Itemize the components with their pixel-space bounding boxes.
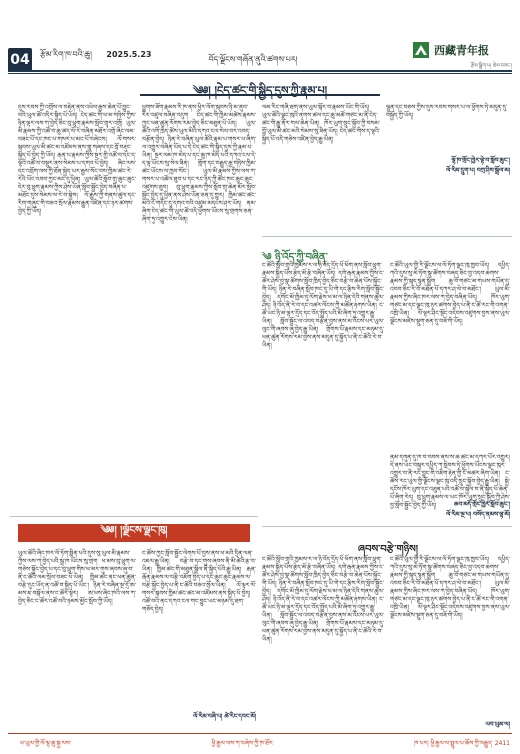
article4-signature: ཡབ་ཡུམ་ལ།	[485, 721, 510, 728]
bottom-left-author: ལོ་རིམ་བཞི་པ། ཚེ་རིང་དབང་མོ།	[193, 713, 256, 720]
bottom-left-column-1: ཡུལ་ཚོའི་ཞིང་ཁར་ལོ་ཏོག་སྨིན་པའི་དུས་སུ་ཡུལ་མི་རྣམས་ཀྱིས་ལས་ཀ་བྱེད་པའི་སྒྲ་ཁ་ཡོངས་སུ་གྲག ཕ་མས་བུ་ཕྲུག་ལ་གཅེས་སྐྱོང་བྱེད་པ་དང་བུ་ཕྲུག་གིས་ཕ་མར་གུས་ཞབས་ཞུ་བ་ནི་ང་ཚོའི་ལམ་སྲོལ་བཟང་པོ་ཡིན། ཁྱིམ་ཚང་ནང་ཕན་ཚུན་བརྩེ་དུང་ཡོད་ན་འཚོ་བ་སྐྱིད་པོ་ཡོང་། ཉིན་རེ་བཞིན་སྔ་དྲོ་ཨ་མས་ཇ་བསྐོལ་ནས་ང་ཚོར་སྟེར། ཨ་ཕས་ཞིང་ཁའི་ལས་ཀ་བྱེད་ཅིང་ང་ཚོར་འཚོ་བའི་ཉམས་མྱོང་སློབ་ཀྱི་ཡོད།	[18, 550, 136, 605]
editor-line: རྩོམ་སྒྲིག་པ། ཆེས་བཟང་།	[470, 63, 512, 69]
section-divider	[262, 236, 512, 237]
article-red-title: ༄༅། །ལྗོངས་ལྗང་ཁུ།	[18, 524, 250, 542]
article2-school: ཆབ་མདོ་གྲོང་ཁྱེར་སློབ་ཆུང་།	[454, 501, 510, 508]
logo-emblem-icon	[412, 41, 430, 59]
footer-rule	[8, 733, 512, 734]
page-number: 04	[8, 48, 32, 72]
article4-column-1: ང་ཚོའི་སློབ་གྲྭའི་ཁྱམས་ར་ལ་ཉི་འོད་དྲོད་པོ་ཕོག་ནས་སློབ་ཕྲུག་རྣམས་སྐྱིད་པོས་རྩེད་མོ་རྩེ་བཞིན་ཡོད། དགེ་རྒན་རྣམས་ཀྱིས་ང་ཚོར་ཤེས་བྱ་སྣ་ཚོགས་སློབ་ཁྲིད་བྱེད་ཅིང་བརྩེ་བ་ཆེན་པོས་སྐྱོང་གི་ཡོད། ཉིན་རེ་བཞིན་སློབ་ཁང་དུ་ཡི་གེ་དང་རྩིས་རིག་སློབ་སྦྱོང་བྱེད། དགོང་མོ་ཁྱིམ་དུ་ལོག་རྗེས་ཕ་མ་ལ་ཉིན་དེའི་གནས་ཚུལ་ཤོད། ཉི་འོད་ནི་རེ་བ་དང་འཚར་ལོངས་ཀྱི་མཚོན་རྟགས་ཡིན། ང་ཚོ་ཡང་ཉི་མ་ལྟར་དྲོད་དང་འོད་སྤྲོད་པའི་མི་ཞིག་ཏུ་འགྱུར་རྒྱུ་ཡིན། སློབ་སྦྱོང་ལ་འབད་བརྩོན་བྱས་ནས་མ་འོངས་པར་ཡུལ་ལུང་གི་ཞབས་ཞུ་བྱེད་རྒྱུ་ཡིན། གྲོགས་པོ་རྣམས་དང་མཉམ་དུ་ཕན་ཚུན་རོགས་རམ་བྱས་ནས་མདུན་དུ་སྐྱོད་པ་ནི་ང་ཚོའི་རེ་བ་ཡིན།	[262, 556, 384, 643]
footer-left: ཕ་ཡུལ་གྱི་ལོ་ལྷ་ཆུ་སྐྱ་ལས་	[20, 740, 72, 747]
article1-column-2: ཕྱུགས་ཟོག་རྣམས་རི་ཁ་ནས་ཕྱིར་ལོག་སྐབས་ཉི་མ་ནུབ་རིར་འཛུལ་བཞིན་འདུག ངེད་ཚང་གི་ཁྱིམ་མཚེས་རྣམས་ཀྱང་ཕན་ཚུན་རོགས་རམ་བྱེད་ཅིང་མཐུན་པོ་ཡོད། ཡུལ་ཚོའི་འགོ་ཁྲིད་ཚོས་ཡུལ་མིའི་དཀའ་ངལ་སེལ་བར་འབད་བརྩོན་བྱེད། ཉིན་རེ་བཞིན་ཡུལ་ཚོའི་རྣམ་པ་གསར་པ་ཞིག་ལ་འགྱུར་བཞིན་ཡོད་པ་དེ་ངེད་ཚང་གི་སྐྱིད་དུས་ཀྱི་རྣམ་པ་ཡིན། སྔར་ལམ་ཁ་མེད་པ་དང་ཆུ་ཁ་མེད་པའི་དཀའ་ངལ་དེ་ད་ལྟ་ཡོངས་སུ་སེལ་ཟིན། གློག་དང་བརྒྱུད་རྒྱ་གཉིས་ཁྱིམ་ཚང་ཡོངས་ལ་ཁྱབ་སོང་། ཡུལ་མི་རྣམས་ཀྱིས་ལས་ཀ་གསར་པ་འཚོལ་ཐུབ་པ་དང་རང་ཉིད་ཀྱི་ཚོང་ཁང་ཆུང་ཆུང་འཛུགས་ཐུབ། བུ་ཕྲུག་རྣམས་ཀྱིས་སློབ་གྲྭ་ཆེན་མོར་སློབ་སྦྱོང་བྱེད་དུ་ཕྱིན་ནས་ཤེས་ཡོན་ཅན་དུ་གྱུར། ཁྱིམ་ཚང་ཚང་མའི་ངོ་གདོང་དུ་དགའ་བའི་འཛུམ་མདངས་ཤར་ཡོད། ནམ་ཞིག་ངེད་ཚང་གི་ཡུལ་ཚོ་འདི་ཕྱོགས་ཡོངས་སུ་གྲགས་ཅན་ཞིག་ཏུ་འགྱུར་ངེས་ཡིན།	[142, 104, 256, 223]
article1-column-3: ལམ་རིང་གཞི་ཐག་ནས་ཡུལ་སྐོར་བ་རྣམས་ཡོང་གི་ཡོད། ཡུལ་ཚོའི་ལྗང་ཁུའི་ནགས་ཚལ་དང་ཆུ་མཚོ་གཙང་མ་ནི་ངེད་ཚང་གི་རྒྱུ་ནོར་གལ་ཆེན་ཡིན། ཁོར་ཡུག་སྲུང་སྐྱོབ་ཀྱི་བསམ་བློ་ཡུལ་མི་ཚང་མའི་སེམས་སུ་ཟིན་ཡོད། ངེད་ཚང་གིས་ད་ལྟའི་སྐྱིད་པོ་འདི་གཅེས་འཛིན་བྱེད་རྒྱུ་ཡིན།	[262, 104, 380, 143]
paper-name-tibetan: བོད་ལྗོངས་གཞོན་ནུའི་ཚགས་པར།	[208, 55, 298, 64]
article2-author: ལོ་རིམ་ལྔ་པ། བསོད་ནམས་ལྷ་མོ།	[446, 511, 510, 518]
bottom-left-column-2: ང་ཚོས་ཀྱང་སློབ་སྦྱོང་ལེགས་པོ་བྱས་ནས་ཕ་མའི་དྲིན་ལན་འཇལ་རྒྱུ་ཡིན། བརྩེ་བ་དང་གུས་ཞབས་ནི་མི་ཚེའི་རྩ་བ་ཡིན། ཁྱིམ་ཚང་གི་མཐུན་སྒྲིལ་ནི་སྐྱིད་པོའི་རྒྱུ་ཡིན། རྒན་རྒོན་རྣམས་ལ་བརྩི་འཇོག་བྱེད་པ་དང་ཆུང་ཆུང་རྣམས་ལ་བརྩེ་སྐྱོང་བྱེད་པ་ནི་ང་ཚོའི་བཅའ་སྲོལ་ཡིན། ལོ་ལྟར་ལོ་གསར་སྐབས་ཁྱིམ་ཚང་ཚང་མ་འཛོམས་ནས་སྐྱིད་པོ་བྱེད། འཚོ་བའི་ནང་དཀའ་ངལ་གང་བྱུང་ཡང་མཉམ་དུ་ཐག་གཅོད་བྱེད།	[142, 550, 256, 613]
article1-author: ལོ་རིམ་དྲུག་པ། བཀྲ་ཤིས་སྒྲོལ་མ།	[445, 167, 510, 174]
article1-school: ལྷོ་ཁ་གྲོང་ཁྱེར་ལྟེ་བ་སློབ་ཆུང་།	[451, 157, 510, 164]
article1-column-1: དུས་རབས་ཀྱི་འགྲོས་ལ་བརྟེན་ནས་འཕེལ་རྒྱས་ཆེན་པོ་བྱུང་བའི་ཡུལ་ཚོ་འདིར་སྐྱིད་པོ་ཡོད། ངེད་ཚང་གི་ཕ་མ་གཉིས་ཀྱིས་ཉིན་ལྟར་ལས་ཀ་བྱེད་ཅིང་བུ་ཕྲུག་རྣམས་སློབ་གྲྭར་འགྲོ། ཡུལ་མི་རྣམས་ཀྱི་འཚོ་བ་ཆུ་ཚད་ལོ་རེ་བཞིན་མཐོར་འགྲོ་ཞིང་ལམ་བཟང་པོ་དང་ཁང་པ་གསར་པ་མང་པོ་བཞེངས། ལོ་གསར་སྐབས་ཡུལ་མི་ཚང་མ་འཛོམས་ནས་གླུ་གཞས་དང་བྲོ་བརྡུང་སྐྱིད་པོ་བྱེད་ཀྱི་ཡོད། རྒན་པ་རྣམས་ཀྱིས་སྔར་གྱི་འཚོ་བ་དང་ད་ལྟའི་འཚོ་བ་བསྡུར་ནས་སེམས་པ་དགའ་པོ་བྱེད། ཞིང་ལས་དང་འབྲོག་ལས་ཀྱི་ཐོན་སྐྱེད་ཡར་རྒྱས་སོང་བས་ཁྱིམ་ཚང་རེ་རེའི་ཡོང་འབབ་ཀྱང་མང་དུ་ཕྱིན། ཡུལ་ཚོའི་སློབ་གྲྭ་ཆུང་ཆུང་དེར་བུ་ཕྲུག་རྣམས་ཀྱིས་ཤེས་ཡོན་སློབ་སྦྱོང་བྱེད་བཞིན་པ་མཐོང་དུས་སེམས་ལ་རེ་བ་སྐྱེས། ལོ་རྒྱུས་ཀྱི་གནས་ཚུལ་དང་རིག་གཞུང་གི་བཅའ་སྲོལ་རྣམས་རྒྱུན་འཛིན་དང་ཉར་ཚགས་བྱེད་ཀྱི་ཡོད།	[18, 104, 136, 215]
section-divider-left	[10, 516, 258, 517]
section-name: རྩོམ་རིག་ཁ་བའི་ཆུ།	[40, 50, 92, 59]
section-divider-right	[262, 526, 512, 527]
masthead-rule	[8, 70, 512, 72]
article3-title: ༄ ཉི་འོད་ཀྱི་བཞིན་	[262, 252, 328, 263]
section-label	[40, 50, 151, 60]
article1-title: ༄༅། །ངེད་ཚང་གི་སྐྱིད་དུས་ཀྱི་རྣམ་པ།	[140, 78, 380, 96]
newspaper-logo	[412, 40, 508, 60]
article1-column-4: ལྷུན་དང་བཅས་ཀྱིས་དུས་རབས་གསར་པ་ལ་ཕྱོགས་ཏེ་མདུན་དུ་བསྐྱོད་ཀྱི་ཡོད།	[386, 104, 508, 119]
article4-column-2: ང་ཚོའི་ཡུལ་གྱི་རི་ལྗོངས་ལ་ལོ་ཏོག་ལྗང་ཁུ་ཁྱབ་ཡོད། དཔྱིད་ཀའི་དུས་སུ་མེ་ཏོག་སྣ་ཚོགས་བཞད་ཅིང་བྱ་འདབ་ཆགས་རྣམས་ཀྱི་སྐད་སྙན་སྒྲོག ཆུ་བོ་གཙང་མ་གཡས་གཡོན་དུ་འབབ་ཅིང་རི་བོ་མཐོན་པོ་དཀར་ཤ་ལེ་བ་མཐོང་། ཡུལ་མི་རྣམས་ཀྱིས་ཞིང་ཁར་ལས་ཀ་བྱེད་བཞིན་ཡོད། ཁོར་ཡུག་གཙང་མ་དང་ལྗང་ཁུ་ཉར་ཚགས་བྱེད་པ་ནི་ང་ཚོ་རང་གི་འགན་འཁྲི་ཡིན། ལོ་ལྟར་ཤིང་སྡོང་འདེབས་འཛུགས་བྱས་ནས་ཡུལ་ལྗོངས་མཛེས་སྡུག་ཅན་དུ་བཟོ་གི་ཡོད།	[390, 556, 510, 619]
footer-right: ཁ་པར། ཕྱི་རྒྱལ་ལ་སྤྲུལ་པ་ཆོས་ཀྱི་བརྒྱུད་ 2411	[414, 740, 510, 747]
masthead-rule-thin	[8, 73, 512, 74]
article4-title: ཞབས་བརྩེ་གཉིས།	[357, 544, 419, 555]
issue-date: 2025.5.23	[106, 50, 152, 59]
article3-column-1: ང་ཚོའི་སློབ་གྲྭའི་ཁྱམས་ར་ལ་ཉི་འོད་དྲོད་པོ་ཕོག་ནས་སློབ་ཕྲུག་རྣམས་སྐྱིད་པོས་རྩེད་མོ་རྩེ་བཞིན་ཡོད། དགེ་རྒན་རྣམས་ཀྱིས་ང་ཚོར་ཤེས་བྱ་སྣ་ཚོགས་སློབ་ཁྲིད་བྱེད་ཅིང་བརྩེ་བ་ཆེན་པོས་སྐྱོང་གི་ཡོད། ཉིན་རེ་བཞིན་སློབ་ཁང་དུ་ཡི་གེ་དང་རྩིས་རིག་སློབ་སྦྱོང་བྱེད། དགོང་མོ་ཁྱིམ་དུ་ལོག་རྗེས་ཕ་མ་ལ་ཉིན་དེའི་གནས་ཚུལ་ཤོད། ཉི་འོད་ནི་རེ་བ་དང་འཚར་ལོངས་ཀྱི་མཚོན་རྟགས་ཡིན། ང་ཚོ་ཡང་ཉི་མ་ལྟར་དྲོད་དང་འོད་སྤྲོད་པའི་མི་ཞིག་ཏུ་འགྱུར་རྒྱུ་ཡིན། སློབ་སྦྱོང་ལ་འབད་བརྩོན་བྱས་ནས་མ་འོངས་པར་ཡུལ་ལུང་གི་ཞབས་ཞུ་བྱེད་རྒྱུ་ཡིན། གྲོགས་པོ་རྣམས་དང་མཉམ་དུ་ཕན་ཚུན་རོགས་རམ་བྱས་ནས་མདུན་དུ་སྐྱོད་པ་ནི་ང་ཚོའི་རེ་བ་ཡིན།	[262, 262, 384, 349]
logo-text: 西藏青年报	[434, 44, 489, 57]
footer-middle: ཕྱི་རྒྱལ་ལས་ཀ་བཞེས་ཀྱི་ཁ་ཐོར་	[211, 740, 274, 747]
article2-column-2: ནམ་དགུན་དུ་ཁ་བ་བབས་ནས་ས་ཆ་ཚང་མ་དཀར་པོར་འགྱུར། དེ་ནས་ཡང་བསྐྱར་དཔྱིད་ཀ་སླེབས་ཏེ་ཕྱོགས་ཡོངས་ལྗང་ཁུར་འགྱུར་བ་ནི་རང་བྱུང་གི་འཇིག་རྟེན་གྱི་ངོ་མཚར་ཞིག་ཡིན། ང་ཚོས་རང་ཡུལ་གྱི་ལྗོངས་ལྗང་ཁུ་འདི་སྲུང་སྐྱོབ་བྱེད་རྒྱུ་ཡིན། སྐྱེ་དངོས་ཁོར་ཡུག་དང་འཐུན་པའི་འཚོ་བ་སྐྱེལ་བ་ནི་སྐྱིད་པོ་ཆེན་པོ་ཞིག་རེད། བུ་ཕྲུག་རྣམས་ལ་ཡང་ཁོར་ཡུག་སྲུང་སྐྱོབ་ཀྱི་ཤེས་བྱ་སློབ་སྦྱོང་བྱེད་ཀྱི་ཡོད།	[390, 454, 510, 509]
footer	[20, 737, 510, 754]
article2-column-1: ང་ཚོའི་ཡུལ་གྱི་རི་ལྗོངས་ལ་ལོ་ཏོག་ལྗང་ཁུ་ཁྱབ་ཡོད། དཔྱིད་ཀའི་དུས་སུ་མེ་ཏོག་སྣ་ཚོགས་བཞད་ཅིང་བྱ་འདབ་ཆགས་རྣམས་ཀྱི་སྐད་སྙན་སྒྲོག ཆུ་བོ་གཙང་མ་གཡས་གཡོན་དུ་འབབ་ཅིང་རི་བོ་མཐོན་པོ་དཀར་ཤ་ལེ་བ་མཐོང་། ཡུལ་མི་རྣམས་ཀྱིས་ཞིང་ཁར་ལས་ཀ་བྱེད་བཞིན་ཡོད། ཁོར་ཡུག་གཙང་མ་དང་ལྗང་ཁུ་ཉར་ཚགས་བྱེད་པ་ནི་ང་ཚོ་རང་གི་འགན་འཁྲི་ཡིན། ལོ་ལྟར་ཤིང་སྡོང་འདེབས་འཛུགས་བྱས་ནས་ཡུལ་ལྗོངས་མཛེས་སྡུག་ཅན་དུ་བཟོ་གི་ཡོད།	[390, 262, 510, 325]
